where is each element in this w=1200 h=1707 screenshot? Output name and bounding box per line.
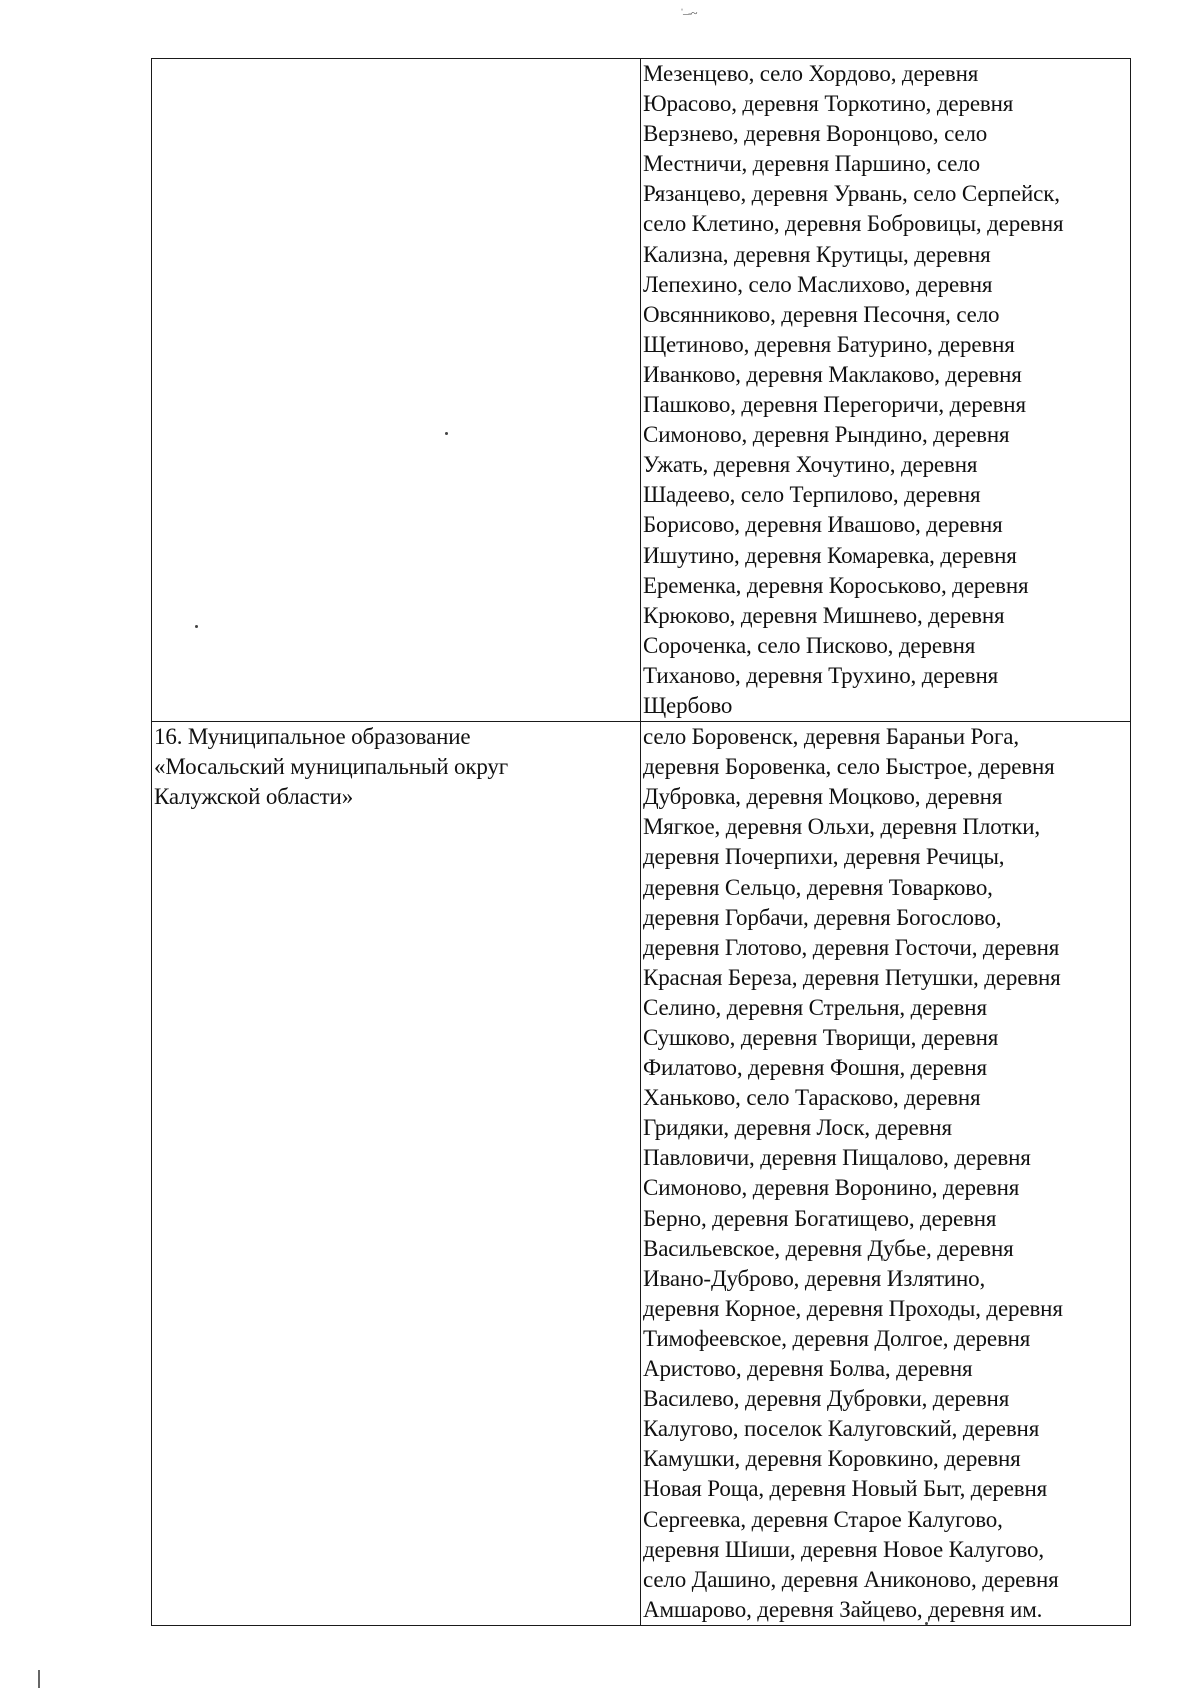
scan-speck (195, 625, 198, 628)
settlement-list-line: Новая Роща, деревня Новый Быт, деревня (643, 1476, 1048, 1502)
settlement-list-line: Сергеевка, деревня Старое Калугово, (643, 1506, 1003, 1532)
settlement-list-line: Павловичи, деревня Пищалово, деревня (643, 1145, 1031, 1171)
settlement-list-line: Местничи, деревня Паршино, село (643, 151, 980, 177)
settlement-list-line: село Клетино, деревня Бобровицы, деревня (643, 211, 1064, 237)
settlement-list-line: Красная Береза, деревня Петушки, деревня (643, 964, 1061, 990)
table-row (152, 59, 1130, 721)
settlement-list-line: деревня Корное, деревня Проходы, деревня (643, 1295, 1063, 1321)
table-row (152, 721, 1130, 1625)
settlements-cell (641, 59, 1130, 721)
settlement-list-line: деревня Шиши, деревня Новое Калугово, (643, 1536, 1045, 1562)
settlement-list-line: Еременка, деревня Короськово, деревня (643, 572, 1029, 598)
settlement-list-line: Овсянниково, деревня Песочня, село (643, 301, 1000, 327)
settlement-list-line: Борисово, деревня Ивашово, деревня (643, 512, 1003, 538)
settlement-list-line: Ишутино, деревня Комаревка, деревня (643, 542, 1017, 568)
settlement-list-line: Дубровка, деревня Моцково, деревня (643, 784, 1003, 810)
settlement-list-line: Симоново, деревня Рындино, деревня (643, 422, 1010, 448)
settlement-list-line: Ужать, деревня Хочутино, деревня (643, 452, 978, 478)
settlement-list-line: Сороченка, село Писково, деревня (643, 632, 976, 658)
scan-artifact-mark: ˈ–‑~ (680, 6, 697, 20)
settlement-list-line: Гридяки, деревня Лоск, деревня (643, 1115, 952, 1141)
settlement-list-line: деревня Сельцо, деревня Товарково, (643, 874, 993, 900)
settlement-list-line: Пашково, деревня Перегоричи, деревня (643, 392, 1026, 418)
margin-mark (38, 1670, 40, 1688)
settlement-list-line: Филатово, деревня Фошня, деревня (643, 1055, 987, 1081)
settlement-list-line: Калугово, поселок Калуговский, деревня (643, 1416, 1040, 1442)
scan-speck (925, 1622, 928, 1625)
settlement-list-line: Шадеево, село Терпилово, деревня (643, 482, 981, 508)
settlement-list-line: Рязанцево, деревня Урвань, село Серпейск, (643, 181, 1060, 207)
settlement-list-line: Верзнево, деревня Воронцово, село (643, 121, 988, 147)
settlement-list-line: село Боровенск, деревня Бараньи Рога, (643, 724, 1019, 750)
settlement-list-line: Амшарово, деревня Зайцево, деревня им. (643, 1596, 1043, 1622)
settlement-list-line: Тимофеевское, деревня Долгое, деревня (643, 1325, 1031, 1351)
settlement-list-line: Ханьково, село Тарасково, деревня (643, 1085, 981, 1111)
settlement-list-line: Мезенцево, село Хордово, деревня (643, 61, 979, 86)
settlement-list-line: Сушково, деревня Творищи, деревня (643, 1025, 999, 1050)
settlement-list-line: деревня Боровенка, село Быстрое, деревня (643, 754, 1055, 780)
settlement-list-line: Лепехино, село Маслихово, деревня (643, 271, 993, 297)
settlement-list-line: Аристово, деревня Болва, деревня (643, 1356, 973, 1382)
settlement-list-line: деревня Почерпихи, деревня Речицы, (643, 844, 1005, 870)
settlement-list-line: Васильевское, деревня Дубье, деревня (643, 1235, 1014, 1261)
scan-speck (445, 432, 448, 435)
municipality-cell (152, 722, 641, 1625)
settlements-table (151, 58, 1131, 1626)
municipality-name-line: Калужской области» (154, 784, 354, 810)
municipality-name-line: «Мосальский муниципальный округ (154, 754, 509, 780)
settlement-list-line: деревня Глотово, деревня Госточи, деревня (643, 934, 1060, 960)
settlement-list-line: Симоново, деревня Воронино, деревня (643, 1175, 1020, 1201)
settlement-list-line: Щербово (643, 692, 733, 718)
settlement-list-line: Иванково, деревня Маклаково, деревня (643, 361, 1022, 387)
municipality-cell (152, 59, 641, 721)
settlement-list-line: Василево, деревня Дубровки, деревня (643, 1386, 1010, 1412)
settlement-list-line: Камушки, деревня Коровкино, деревня (643, 1446, 1021, 1472)
settlement-list-line: Селино, деревня Стрельня, деревня (643, 994, 987, 1020)
settlement-list-line: Берно, деревня Богатищево, деревня (643, 1205, 997, 1231)
settlements-cell (641, 722, 1130, 1625)
settlement-list-line: Кализна, деревня Крутицы, деревня (643, 241, 991, 267)
municipality-name-line: 16. Муниципальное образование (154, 724, 471, 750)
settlement-list-line: Мягкое, деревня Ольхи, деревня Плотки, (643, 814, 1040, 840)
settlement-list-line: Ивано-Дуброво, деревня Излятино, (643, 1265, 986, 1291)
settlement-list-line: Юрасово, деревня Торкотино, деревня (643, 91, 1014, 117)
settlement-list-line: Щетиново, деревня Батурино, деревня (643, 331, 1015, 357)
settlement-list-line: село Дашино, деревня Аниконово, деревня (643, 1566, 1059, 1592)
settlement-list-line: деревня Горбачи, деревня Богослово, (643, 904, 1002, 930)
settlement-list-line: Тиханово, деревня Трухино, деревня (643, 662, 999, 688)
settlement-list-line: Крюково, деревня Мишнево, деревня (643, 602, 1005, 628)
